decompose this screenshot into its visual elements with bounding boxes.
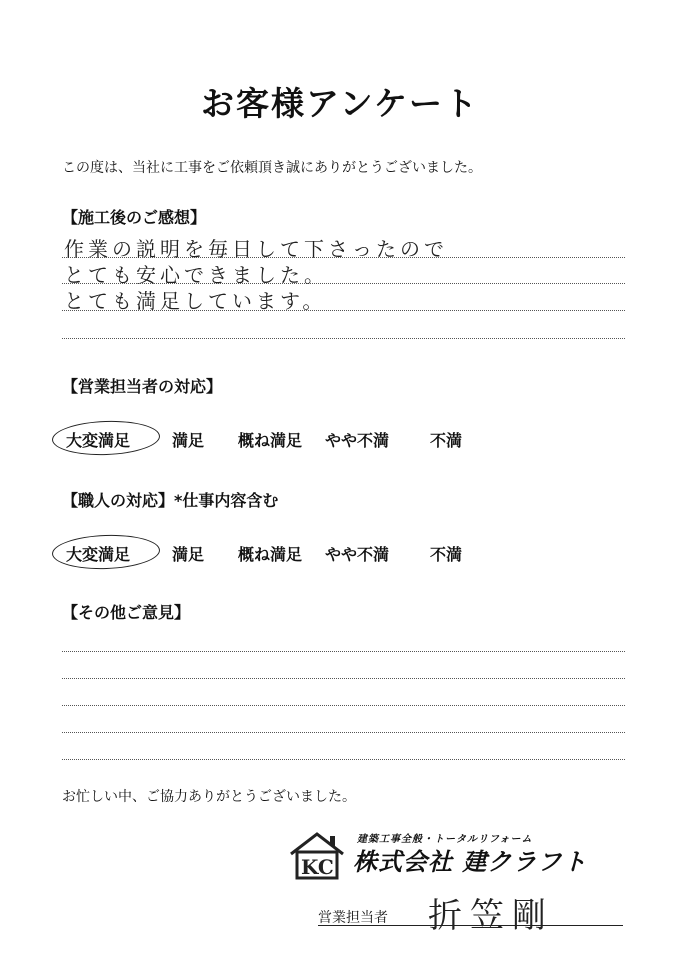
staff-signature: 折笠剛 [428,896,554,936]
impressions-heading: 【施工後のご感想】 [62,208,207,227]
survey-title: お客様アンケート [200,84,480,123]
craftsman-option-dissatisfied[interactable]: 不満 [430,545,463,564]
ruled-line [62,678,625,706]
sales-option-very-satisfied[interactable]: 大変満足 [66,428,130,451]
impression-line-2: とても安心できました。 [64,263,328,287]
other-opinions-heading: 【その他ご意見】 [62,603,191,622]
ruled-line [62,310,625,339]
sales-option-satisfied[interactable]: 満足 [172,431,205,450]
sales-option-mostly-satisfied[interactable]: 概ね満足 [238,431,303,450]
company-name: 株式会社 建クラフト [353,848,588,876]
craftsman-option-satisfied[interactable]: 満足 [172,545,205,564]
sales-option-somewhat-dissatisfied[interactable]: やや不満 [325,431,390,450]
intro-text: この度は、当社に工事をご依頼頂き誠にありがとうございました。 [62,160,482,176]
craftsman-option-very-satisfied[interactable]: 大変満足 [66,542,130,565]
ruled-line [62,626,625,652]
ruled-line [62,732,625,760]
closing-text: お忙しい中、ご協力ありがとうございました。 [62,789,356,805]
craftsman-response-heading: 【職人の対応】*仕事内容含む [62,491,279,510]
company-logo [287,830,617,880]
house-logo-icon [287,830,347,880]
sales-rating-row [52,424,652,454]
craftsman-option-mostly-satisfied[interactable]: 概ね満足 [238,545,303,564]
logo-letters: KC [301,855,334,879]
sales-option-dissatisfied[interactable]: 不満 [430,431,463,450]
ruled-line [62,651,625,679]
craftsman-rating-row [52,538,652,568]
impression-line-3: とても満足しています。 [64,289,327,313]
signature-line [318,925,623,926]
company-tagline: 建築工事全般・トータルリフォーム [357,834,533,845]
impression-line-1: 作業の説明を毎日して下さったので [64,237,448,261]
craftsman-option-somewhat-dissatisfied[interactable]: やや不満 [325,545,390,564]
sales-response-heading: 【営業担当者の対応】 [62,377,223,396]
ruled-line [62,705,625,733]
staff-label: 営業担当者 [318,910,388,926]
